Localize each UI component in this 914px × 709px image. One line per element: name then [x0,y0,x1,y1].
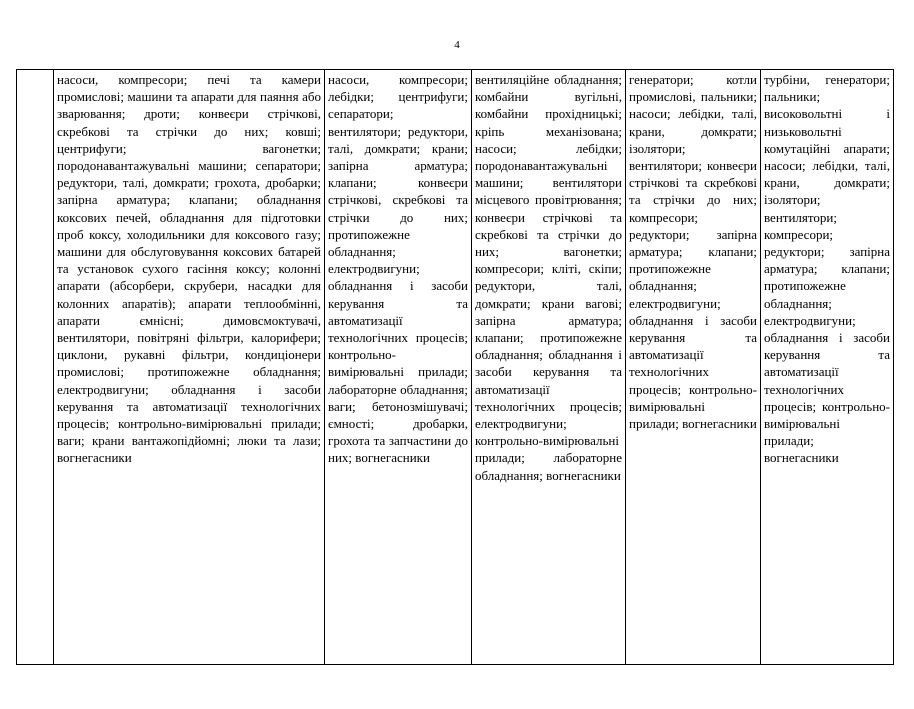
table-cell-equipment-2: насоси, компресори; лебідки; центрифуги; сепаратори; вентилятори; редуктори, талі, домкрати; крани; запірна арматура; клапани; конвеєри стрічкові, скребкові та стрічки до них; протипожежне обладнання; електродвигуни; обладнання і засоби керування та автоматизації технологічних процесів; контрольно-вимірювальні прилади; лабораторне обладнання; ваги; бетонозмішувачі; ємності; дробарки, грохота та запчастини до них; вогнегасники [325,70,472,665]
table-cell-equipment-3: вентиляційне обладнання; комбайни вугільні, комбайни прохідницькі; кріпь механізована; насоси; лебідки; породонавантажувальні машини; вентилятори місцевого провітрювання; конвеєри стрічкові та скребкові та стрічки до них; вагонетки; компресори; кліті, скіпи; редуктори, талі, домкрати; крани вагові; запірна арматура; клапани; протипожежне обладнання; обладнання і засоби керування та автоматизації технологічних процесів; електродвигуни; контрольно-вимірювальні прилади; лабораторне обладнання; вогнегасники [472,70,626,665]
equipment-table [16,69,894,665]
page-number: 4 [454,39,460,51]
table-cell-equipment-1: насоси, компресори; печі та камери промислові; машини та апарати для паяння або зварювання; дроти; конвеєри стрічкові, скребкові та стрічки до них; ковші; центрифуги; вагонетки; породонавантажувальні машини; сепаратори; редуктори, талі, домкрати; грохота, дробарки; запірна арматура; клапани; обладнання коксових печей, обладнання для підготовки проб коксу, холодильники для коксового газу; машини для обслуговування коксових батарей та установок сухого гасіння коксу; колонні апарати (абсорбери, скрубери, насадки для колонних апаратів); апарати теплообмінні, апарати ємнісні; димовсмоктувачі, вентилятори, повітряні фільтри, калорифери; циклони, рукавні фільтри, кондиціонери промислові; протипожежне обладнання; електродвигуни; обладнання і засоби керування та автоматизації технологічних процесів; контрольно-вимірювальні прилади; ваги; крани вантажопідйомні; люки та лази; вогнегасники [54,70,325,665]
table-cell-equipment-4: генератори; котли промислові, пальники; насоси; лебідки, талі, крани, домкрати; ізолятори; вентилятори; конвеєри стрічкові та скребкові та стрічки до них; компресори; редуктори; запірна арматура; клапани; протипожежне обладнання; електродвигуни; обладнання і засоби керування та автоматизації технологічних процесів; контрольно-вимірювальні прилади; вогнегасники [626,70,761,665]
table-row [17,70,894,665]
table-cell-index [17,70,54,665]
table-cell-equipment-5: турбіни, генератори; пальники; високовольтні і низьковольтні комутаційні апарати; насоси; лебідки, талі, крани, домкрати; ізолятори; вентилятори; компресори; редуктори; запірна арматура; клапани; протипожежне обладнання; електродвигуни; обладнання і засоби керування та автоматизації технологічних процесів; контрольно-вимірювальні прилади; вогнегасники [761,70,894,665]
